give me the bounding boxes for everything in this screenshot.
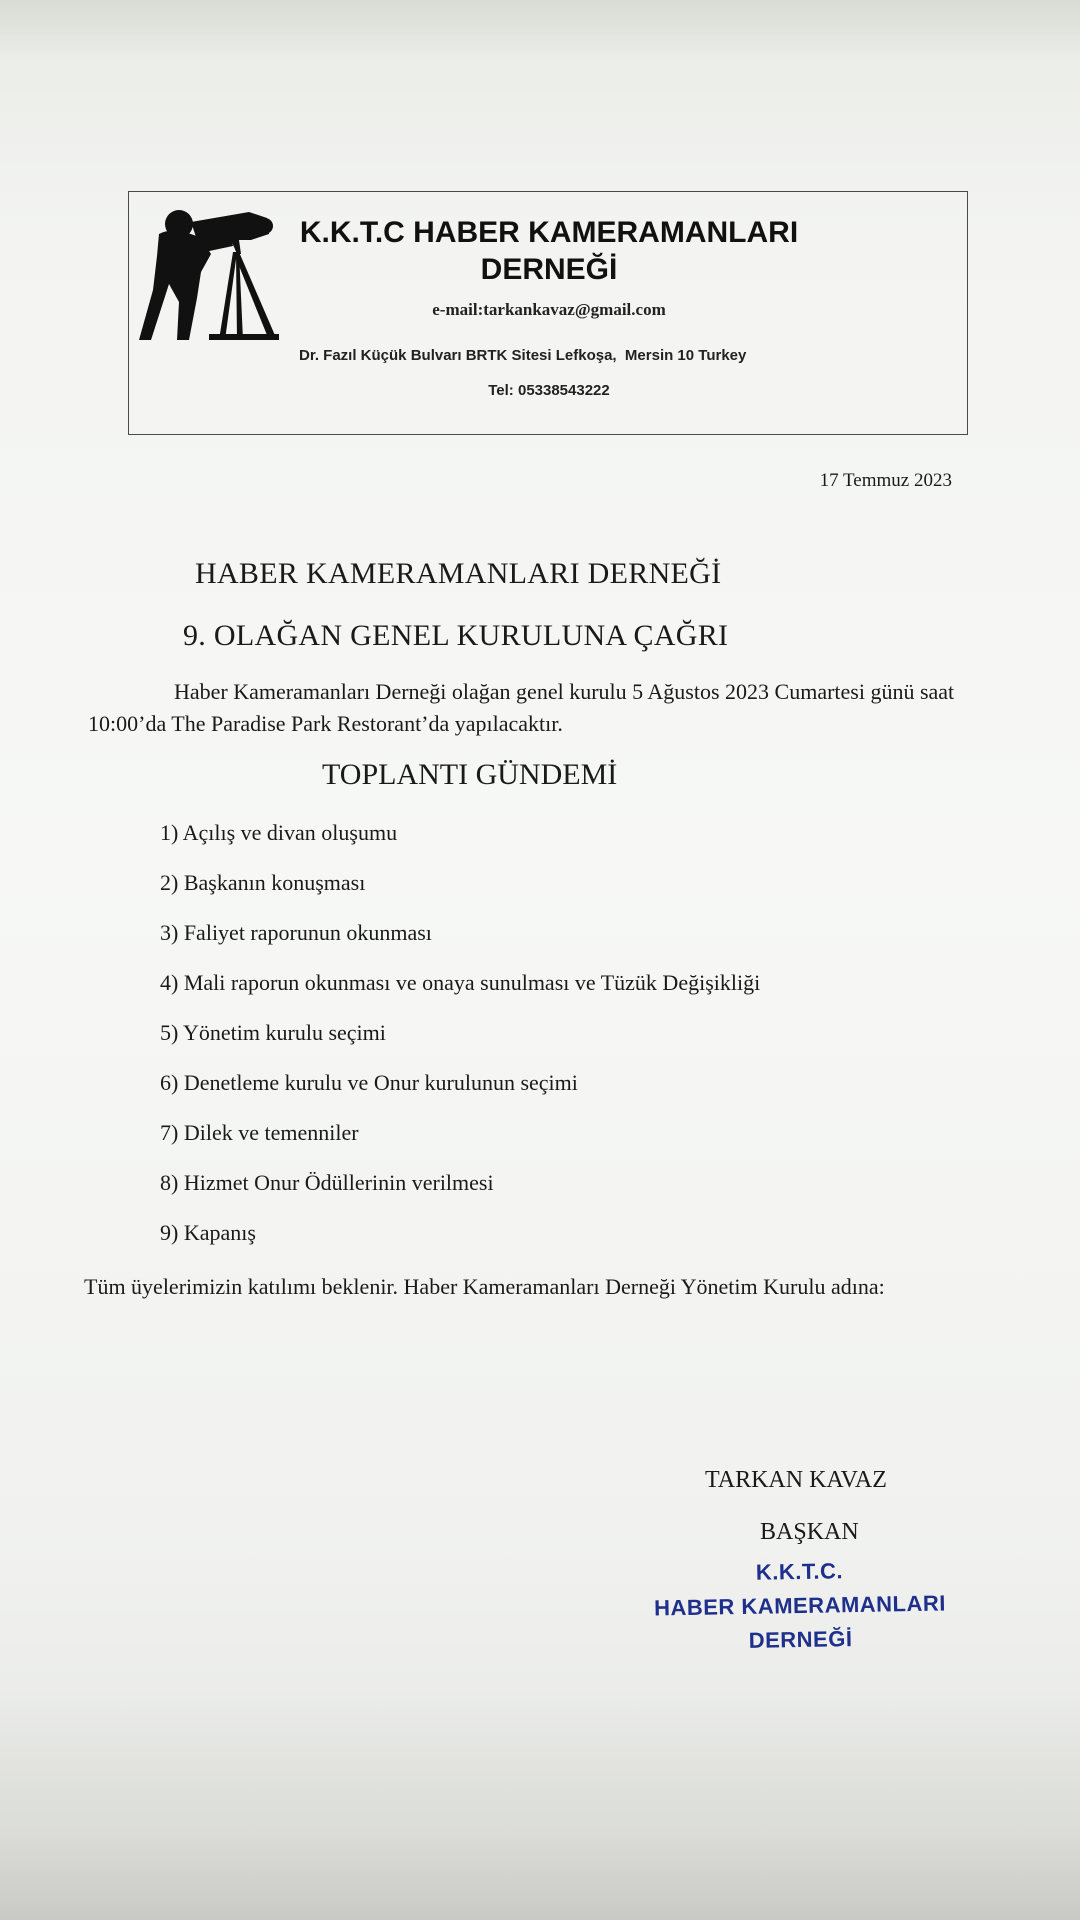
document-subtitle: 9. OLAĞAN GENEL KURULUNA ÇAĞRI xyxy=(183,619,729,652)
closing-paragraph: Tüm üyelerimizin katılımı beklenir. Haber Kameramanları Derneği Yönetim Kurulu adına: xyxy=(84,1274,885,1299)
agenda-title: TOPLANTI GÜNDEMİ xyxy=(322,758,618,791)
agenda-item: 1) Açılış ve divan oluşumu xyxy=(160,820,398,845)
stamp-line: HABER KAMERAMANLARI xyxy=(653,1590,947,1621)
document-title: HABER KAMERAMANLARI DERNEĞİ xyxy=(195,557,722,590)
organization-email: e-mail:tarkankavaz@gmail.com xyxy=(432,300,666,319)
intro-paragraph: Haber Kameramanları Derneği olağan genel kurulu 5 Ağustos 2023 Cumartesi günü saat 10:00’da The Paradise Park Restorant’da yapılacaktır. xyxy=(88,679,955,736)
agenda-item: 4) Mali raporun okunması ve onaya sunulması ve Tüzük Değişikliği xyxy=(160,970,761,995)
agenda-item: 6) Denetleme kurulu ve Onur kurulunun seçimi xyxy=(160,1070,578,1095)
agenda-item: 7) Dilek ve temenniler xyxy=(160,1120,359,1145)
agenda-list xyxy=(160,816,760,1266)
organization-phone: Tel: 05338543222 xyxy=(488,382,610,399)
agenda-item: 2) Başkanın konuşması xyxy=(160,870,366,895)
stamp-line: DERNEĞİ xyxy=(748,1626,853,1653)
agenda-item: 9) Kapanış xyxy=(160,1220,256,1245)
signatory-name: TARKAN KAVAZ xyxy=(705,1467,887,1493)
stamp-line: K.K.T.C. xyxy=(755,1558,844,1585)
signatory-role: BAŞKAN xyxy=(760,1519,859,1545)
agenda-item: 3) Faliyet raporunun okunması xyxy=(160,920,432,945)
organization-address: Dr. Fazıl Küçük Bulvarı BRTK Sitesi Lefkoşa, Mersin 10 Turkey xyxy=(299,347,747,364)
agenda-item: 8) Hizmet Onur Ödüllerinin verilmesi xyxy=(160,1170,494,1195)
page-top-shadow xyxy=(0,0,1080,60)
letter-date: 17 Temmuz 2023 xyxy=(819,470,952,491)
page-bottom-shadow xyxy=(0,1690,1080,1920)
cameraman-silhouette-icon xyxy=(139,194,279,342)
organization-stamp xyxy=(639,1552,961,1660)
letterhead-box xyxy=(128,191,968,435)
organization-title: K.K.T.C HABER KAMERAMANLARI DERNEĞİ xyxy=(299,216,799,286)
agenda-item: 5) Yönetim kurulu seçimi xyxy=(160,1020,386,1045)
